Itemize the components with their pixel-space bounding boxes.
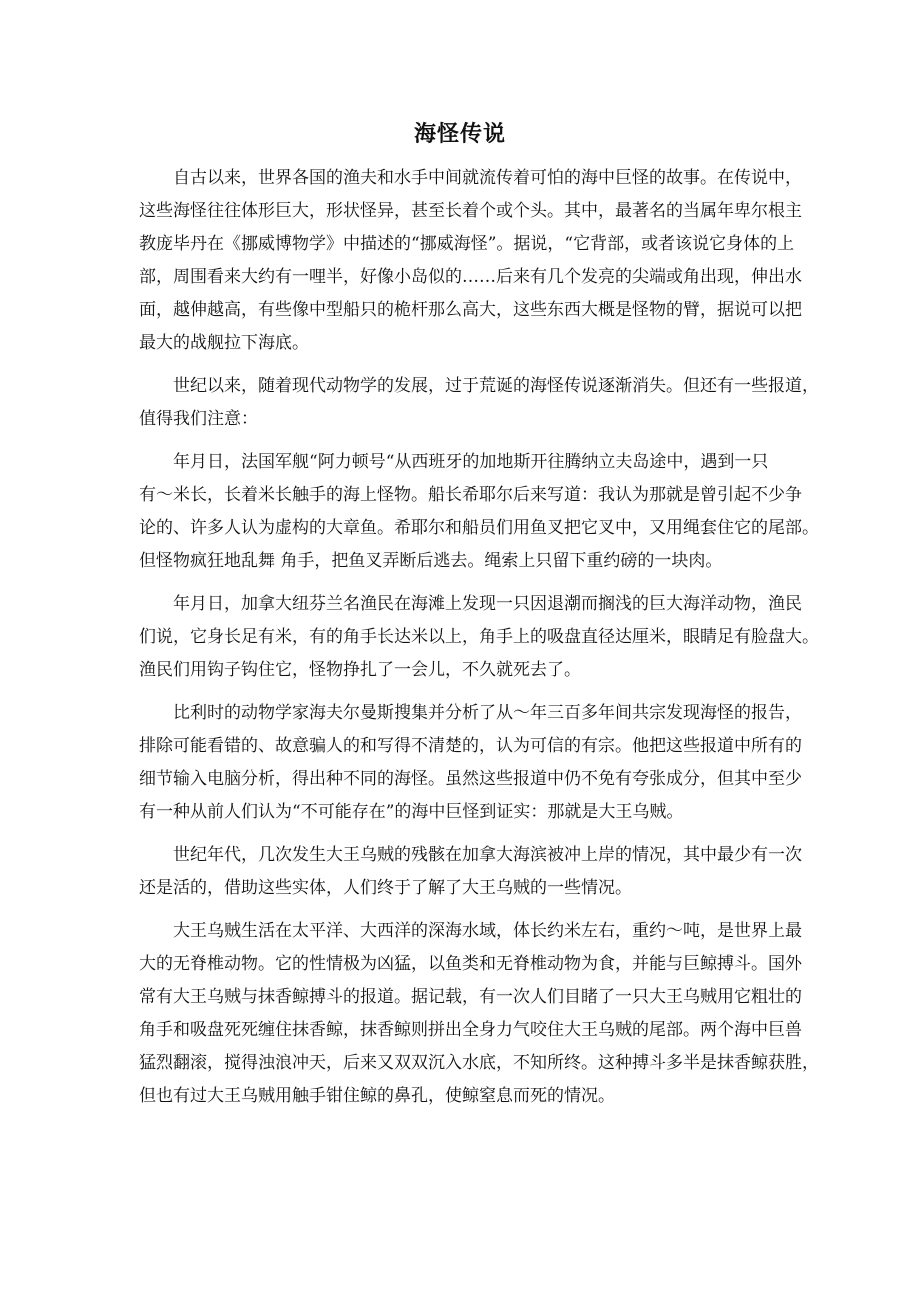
paragraph-3 bbox=[139, 446, 819, 578]
text-line: 但也有过大王乌贼用触手钳住鲸的鼻孔，使鲸窒息而死的情况。 bbox=[139, 1086, 615, 1106]
text-line: 有～米长，长着米长触手的海上怪物。船长希耶尔后来写道：我认为那就是曾引起不少争 bbox=[139, 485, 802, 505]
text-line: 这些海怪往往体形巨大，形状怪异，甚至长着个或个头。其中，最著名的当属年卑尔根主 bbox=[139, 201, 802, 221]
text-line: 自古以来，世界各国的渔夫和水手中间就流传着可怕的海中巨怪的故事。在传说中， bbox=[173, 168, 802, 188]
document-body bbox=[139, 162, 819, 1123]
text-line: 部，周围看来大约有一哩半，好像小岛似的……后来有几个发亮的尖端或角出现，伸出水 bbox=[139, 267, 802, 287]
text-line: 年月日，法国军舰“阿力顿号“从西班牙的加地斯开往腾纳立夫岛途中，遇到一只 bbox=[173, 452, 769, 472]
text-line: 排除可能看错的、故意骗人的和写得不清楚的，认为可信的有宗。他把这些报道中所有的 bbox=[139, 736, 802, 756]
paragraph-4 bbox=[139, 588, 819, 687]
paragraph-6 bbox=[139, 839, 802, 905]
text-line: 有一种从前人们认为“不可能存在”的海中巨怪到证实：那就是大王乌贼。 bbox=[139, 802, 684, 822]
text-line: 常有大王乌贼与抹香鲸搏斗的报道。据记载，有一次人们目睹了一只大王乌贼用它粗壮的 bbox=[139, 987, 802, 1007]
text-line: 渔民们用钩子钩住它，怪物挣扎了一会儿，不久就死去了。 bbox=[139, 660, 581, 680]
text-line: 大的无脊椎动物。它的性情极为凶猛，以鱼类和无脊椎动物为食，并能与巨鲸搏斗。国外 bbox=[139, 954, 802, 974]
text-line: 论的、许多人认为虚构的大章鱼。希耶尔和船员们用鱼叉把它叉中，又用绳套住它的尾部。 bbox=[139, 518, 819, 538]
text-line: 教庞毕丹在《挪威博物学》中描述的“挪威海怪”。据说，“它背部，或者该说它身体的上 bbox=[139, 234, 795, 254]
text-line: 世纪年代，几次发生大王乌贼的残骸在加拿大海滨被冲上岸的情况，其中最少有一次 bbox=[173, 845, 802, 865]
text-line: 细节输入电脑分析，得出种不同的海怪。虽然这些报道中仍不免有夸张成分，但其中至少 bbox=[139, 769, 802, 789]
text-line: 值得我们注意： bbox=[139, 409, 258, 429]
text-line: 角手和吸盘死死缠住抹香鲸，抹香鲸则拼出全身力气咬住大王乌贼的尾部。两个海中巨兽 bbox=[139, 1020, 802, 1040]
text-line: 但怪物疯狂地乱舞 角手，把鱼叉弄断后逃去。绳索上只留下重约磅的一块肉。 bbox=[139, 551, 723, 571]
paragraph-1 bbox=[139, 162, 802, 360]
paragraph-5 bbox=[139, 697, 802, 829]
text-line: 年月日，加拿大纽芬兰名渔民在海滩上发现一只因退潮而搁浅的巨大海洋动物，渔民 bbox=[173, 594, 802, 614]
text-line: 最大的战舰拉下海底。 bbox=[139, 333, 309, 353]
text-line: 面，越伸越高，有些像中型船只的桅杆那么高大，这些东西大概是怪物的臂，据说可以把 bbox=[139, 300, 802, 320]
paragraph-7 bbox=[139, 915, 819, 1113]
text-line: 猛烈翻滚，搅得浊浪冲天，后来又双双沉入水底，不知所终。这种搏斗多半是抹香鲸获胜， bbox=[139, 1053, 819, 1073]
text-line: 们说，它身长足有米，有的角手长达米以上，角手上的吸盘直径达厘米，眼睛足有脸盘大。 bbox=[139, 627, 819, 647]
document-title: 海怪传说 bbox=[413, 122, 506, 147]
paragraph-2 bbox=[139, 370, 819, 436]
text-line: 比利时的动物学家海夫尔曼斯搜集并分析了从～年三百多年间共宗发现海怪的报告， bbox=[173, 703, 802, 723]
text-line: 还是活的，借助这些实体，人们终于了解了大王乌贼的一些情况。 bbox=[139, 878, 632, 898]
text-line: 世纪以来，随着现代动物学的发展，过于荒诞的海怪传说逐渐消失。但还有一些报道， bbox=[173, 376, 819, 396]
text-line: 大王乌贼生活在太平洋、大西洋的深海水域，体长约米左右，重约～吨，是世界上最 bbox=[173, 921, 802, 941]
